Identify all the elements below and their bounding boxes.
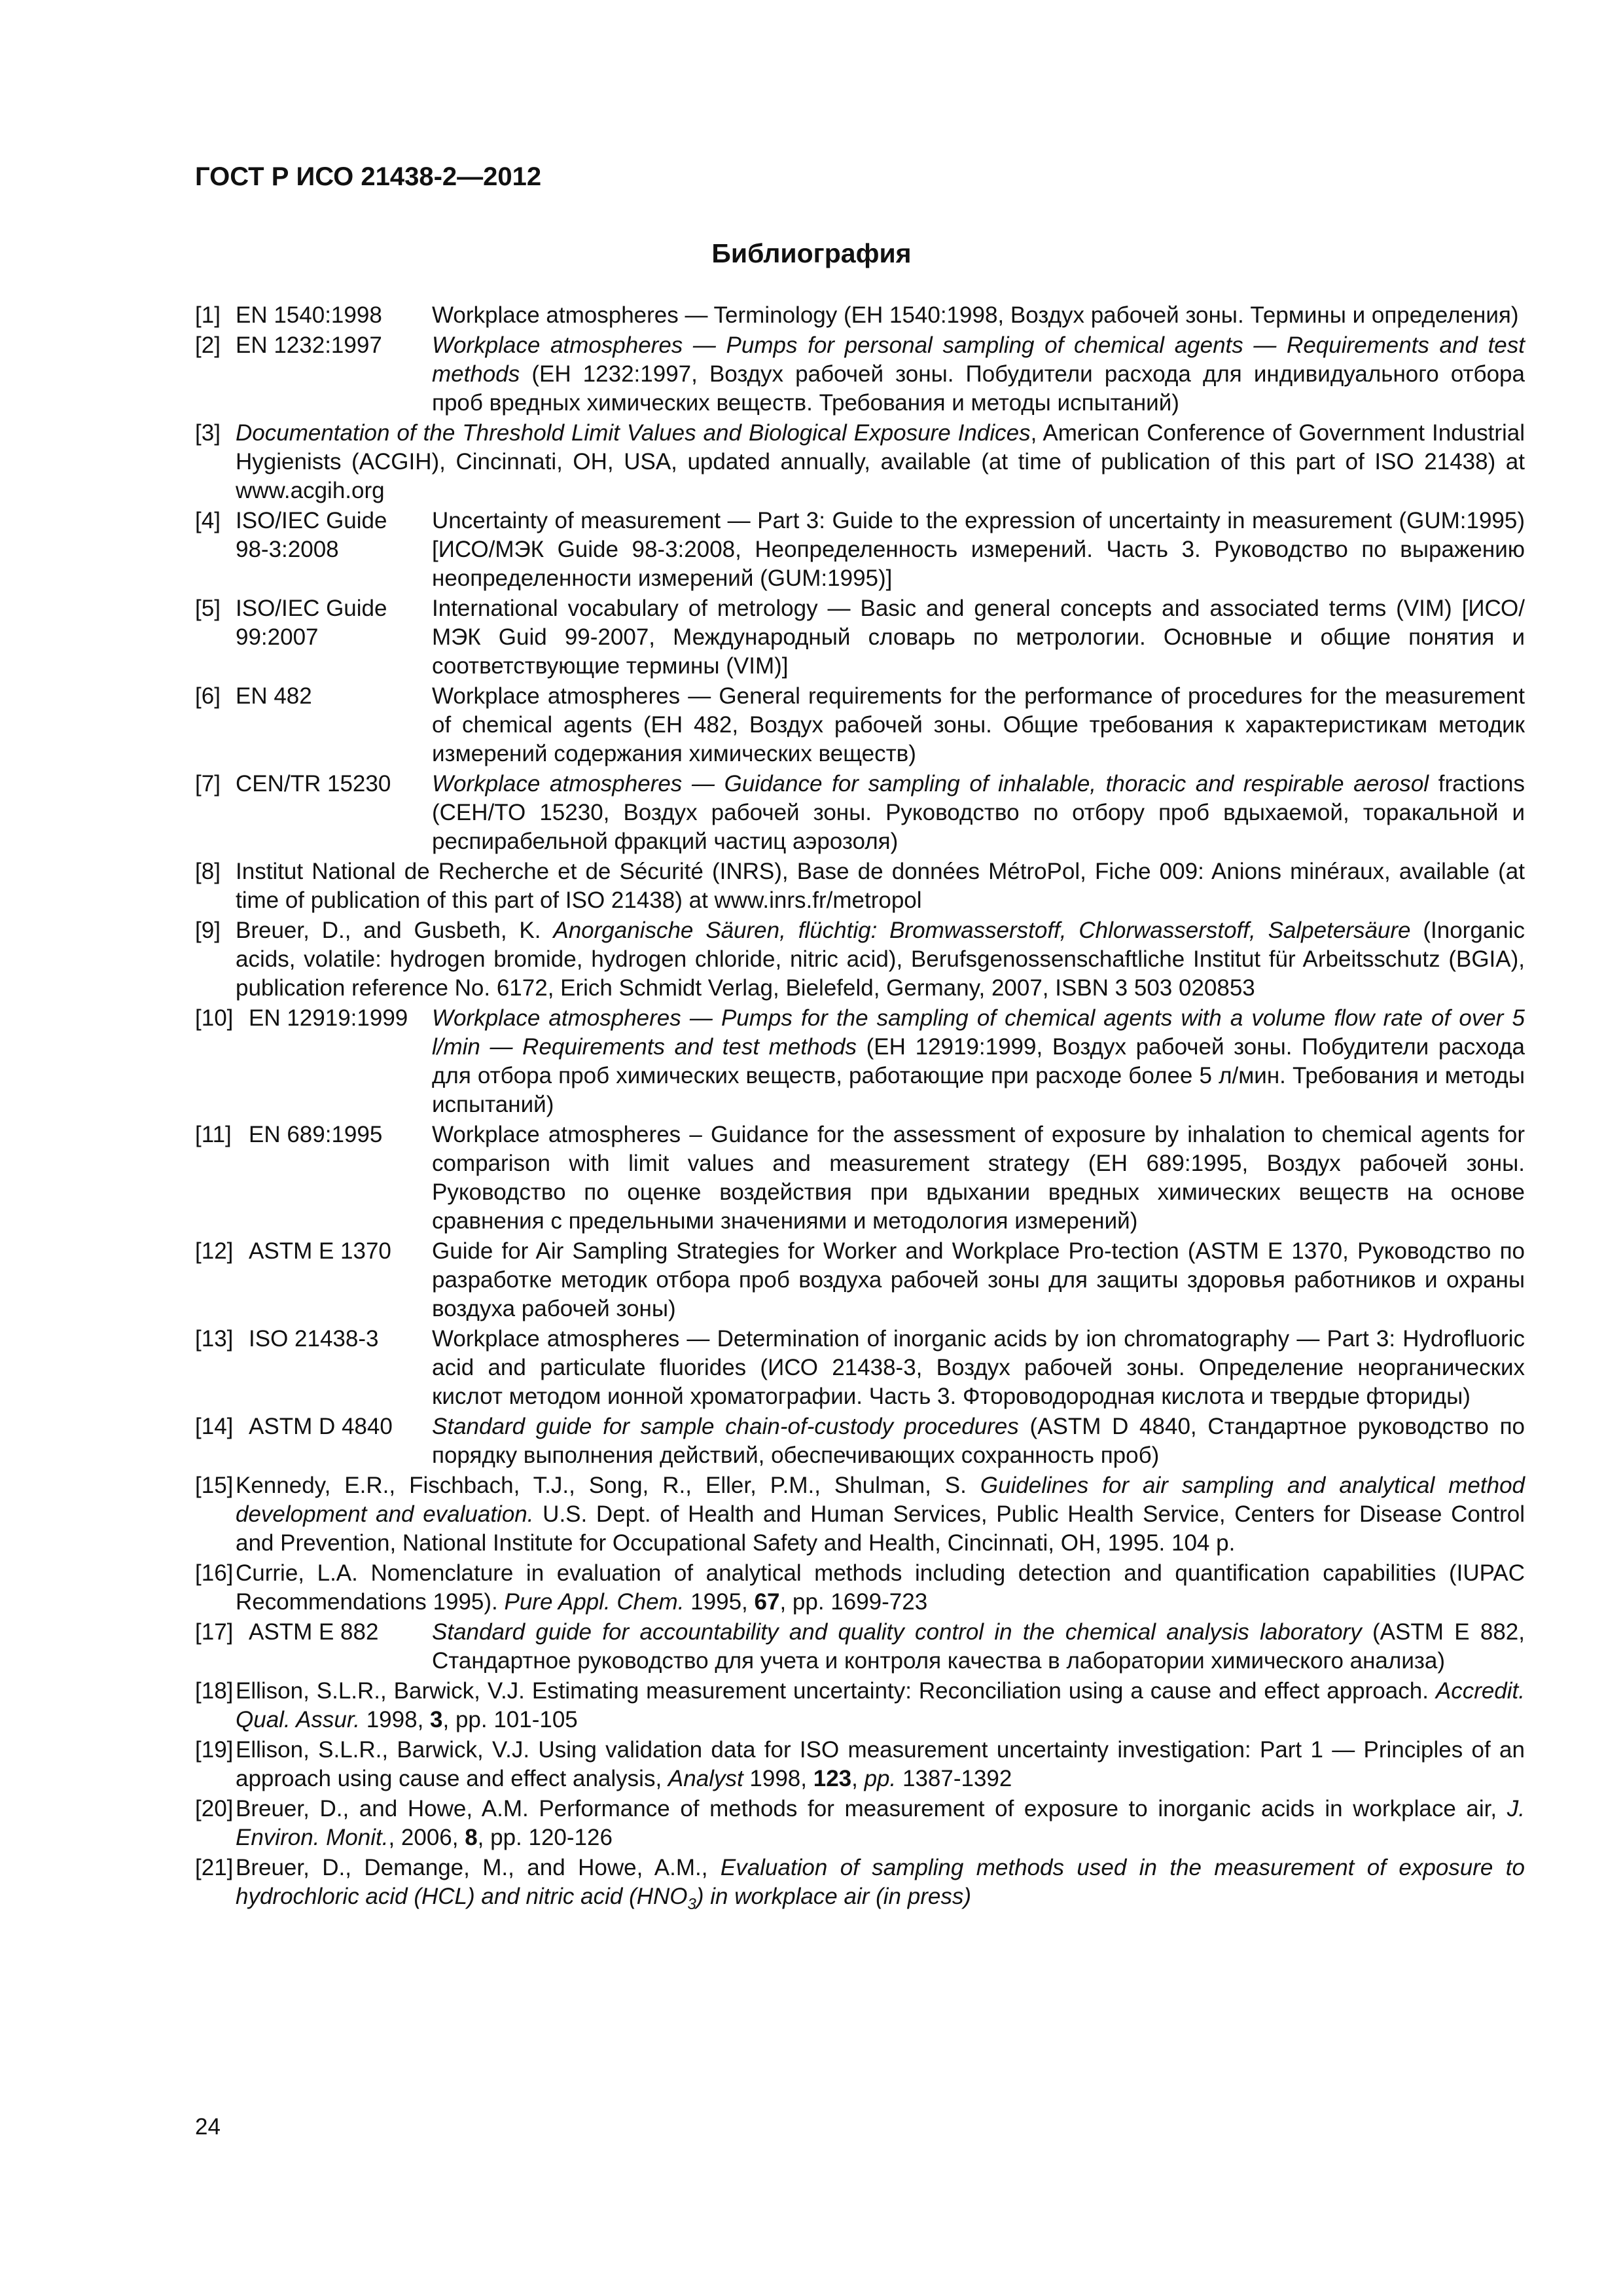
entry-text-segment: Evaluation of sampling methods used in the measurement of exposure to hydrochloric acid (HCL) and nitric acid (HNO — [236, 1855, 1525, 1909]
entry-text-segment: Workplace atmospheres — General requirements for the performance of procedures for the measurement of chemical agents (ЕН 482, Воздух рабочей зоны. Общие требования к характеристикам методик измерений содержания химических веществ) — [432, 683, 1525, 766]
entry-text-segment: fractions (CEH/TO 15230, Воздух рабочей зоны. Руководство по отбору проб вдыхаемой, торакальной и респирабельной фракций частиц аэрозоля) — [432, 771, 1525, 854]
bibliography-entry — [195, 1004, 1525, 1119]
bibliography-entry — [195, 331, 1525, 418]
entry-text-segment: ) in workplace air (in press) — [696, 1884, 971, 1909]
entry-number: [2] — [195, 332, 221, 358]
entry-text-segment: Documentation of the Threshold Limit Values and Biological Exposure Indices — [236, 420, 1031, 446]
bibliography-entry — [195, 1736, 1525, 1793]
entry-text-segment: (ASTM E 882, Стандартное руководство для учета и контроля качества в лаборатории химического анализа) — [432, 1619, 1525, 1674]
entry-text — [432, 594, 1525, 681]
entry-text-segment — [687, 1884, 696, 1913]
bibliography-entry — [195, 1121, 1525, 1236]
bibliography-entry — [195, 770, 1525, 856]
entry-text — [432, 507, 1525, 593]
entry-text-segment: Workplace atmospheres — Pumps for the sampling of chemical agents with a volume flow rate of over 5 l/min — Requirements and test methods — [432, 1005, 1525, 1060]
entry-text-segment: 123 — [813, 1766, 852, 1791]
entry-text-segment: Workplace atmospheres — Guidance for sampling of inhalable, thoracic and respirable aerosol — [432, 771, 1429, 797]
entry-number: [14] — [195, 1414, 234, 1439]
bibliography-entry — [195, 1412, 1525, 1470]
bibliography-entry — [195, 1237, 1525, 1323]
entry-text-segment: Anorganische Säuren, flüchtig: Bromwasserstoff, Chlorwasserstoff, Salpetersäure — [553, 918, 1411, 943]
bibliography-entry — [195, 682, 1525, 768]
entry-text-segment: (ASTM D 4840, Стандартное руководство по порядку выполнения действий, обеспечивающих сохранность проб) — [432, 1414, 1525, 1468]
entry-text-segment: Accredit. Qual. Assur. — [236, 1678, 1525, 1732]
entry-text-segment: 1998, — [359, 1707, 431, 1732]
entry-number: [19] — [195, 1737, 234, 1763]
entry-text-segment: , pp. 101-105 — [442, 1707, 578, 1732]
entry-text — [432, 682, 1525, 768]
entry-text-segment: Breuer, D., Demange, M., and Howe, A.M., — [236, 1855, 721, 1880]
bibliography-entry — [195, 1471, 1525, 1558]
entry-text-segment: Currie, L.A. Nomenclature in evaluation of analytical methods including detection and quantification capabilities (IUPAC Recommendations 1995). — [236, 1560, 1525, 1615]
entry-number: [18] — [195, 1678, 234, 1704]
entry-text-segment: Uncertainty of measurement — Part 3: Guide to the expression of uncertainty in measurement (GUM:1995) [ИСО/МЭК Guide 98-3:2008, Неопределенность измерений. Часть 3. Руководство по выражению неопределенности измерений (GUM:1995)] — [432, 508, 1525, 591]
entry-text-segment: , — [851, 1766, 865, 1791]
entry-text-segment: , pp. 120-126 — [477, 1825, 613, 1850]
entry-text-segment: Workplace atmospheres — Pumps for personal sampling of chemical agents — Requirements and test methods — [432, 332, 1525, 387]
bibliography-entry — [195, 419, 1525, 505]
entry-text-segment: Analyst — [668, 1766, 743, 1791]
bibliography-entry — [195, 1325, 1525, 1411]
entry-text-segment: 67 — [754, 1589, 780, 1615]
entry-standard-code: ASTM D 4840 — [249, 1414, 393, 1439]
entry-text-segment: Pure Appl. Chem. — [504, 1589, 685, 1615]
entry-text-segment: Workplace atmospheres — Terminology (ЕН 1540:1998, Воздух рабочей зоны. Термины и определения) — [432, 302, 1519, 328]
entry-number: [7] — [195, 771, 221, 797]
entry-text — [236, 1736, 1525, 1793]
entry-text — [432, 1412, 1525, 1470]
entry-number: [11] — [195, 1122, 232, 1147]
page-number: 24 — [195, 2114, 221, 2140]
entry-standard-code: ISO/IEC Guide 98-3:2008 — [236, 508, 387, 562]
bibliography-entry — [195, 1795, 1525, 1852]
entry-text-segment: U.S. Dept. of Health and Human Services, Public Health Service, Centers for Disease Control and Prevention, National Institute for Occupational Safety and Health, Cincinnati, OH, 1995. 104 p. — [236, 1501, 1525, 1556]
entry-text — [432, 331, 1525, 418]
entry-number: [12] — [195, 1238, 234, 1264]
page-title: Библиография — [711, 238, 912, 268]
entry-text-segment: Workplace atmospheres – Guidance for the assessment of exposure by inhalation to chemical agents for comparison with limit values and measurement strategy (ЕН 689:1995, Воздух рабочей зоны. Руководство по оценке воздействия при вдыхании вредных химических веществ на основе сравнения с предельными значениями и методология измерений) — [432, 1122, 1525, 1234]
entry-text-segment: (Inorganic acids, volatile: hydrogen bromide, hydrogen chloride, nitric acid), Berufsgenossenschaftliche Institut für Arbeitsschutz (BGIA), publication reference No. 6172, Erich Schmidt Verlag, Bielefeld, Germany, 2007, ISBN 3 503 020853 — [236, 918, 1525, 1001]
entry-text — [432, 1004, 1525, 1119]
entry-standard-code: EN 1232:1997 — [236, 332, 382, 358]
bibliography-entry — [195, 1854, 1525, 1911]
entry-text-segment: Standard guide for sample chain-of-custody procedures — [432, 1414, 1019, 1439]
bibliography-entry — [195, 507, 1525, 593]
entry-text — [236, 1559, 1525, 1617]
entry-standard-code: ASTM E 1370 — [249, 1238, 391, 1264]
entry-standard-code: EN 482 — [236, 683, 312, 709]
entry-number: [15] — [195, 1473, 234, 1498]
entry-text-segment: pp. — [864, 1766, 897, 1791]
entry-text-segment: Ellison, S.L.R., Barwick, V.J. Using validation data for ISO measurement uncertainty investigation: Part 1 — Principles of an approach using cause and effect analysis, — [236, 1737, 1525, 1791]
entry-text-segment: (ЕН 1232:1997, Воздух рабочей зоны. Побудители расхода для индивидуального отбора проб вредных химических веществ. Требования и методы испытаний) — [432, 361, 1525, 416]
entry-text-segment: Institut National de Recherche et de Sécurité (INRS), Base de données MétroPol, Fiche 009: Anions minéraux, available (at time of publication of this part of ISO 21438) at www.inrs.fr/metropol — [236, 859, 1525, 913]
entry-number: [13] — [195, 1326, 234, 1352]
entry-text-segment: (ЕН 12919:1999, Воздух рабочей зоны. Побудители расхода для отбора проб химических веществ, работающие при расходе более 5 л/мин. Требования и методы испытаний) — [432, 1034, 1525, 1117]
entry-text — [432, 301, 1525, 330]
entry-text-segment: Standard guide for accountability and quality control in the chemical analysis laboratory — [432, 1619, 1362, 1645]
entry-number: [4] — [195, 508, 221, 533]
entry-number: [3] — [195, 420, 221, 446]
entry-text — [236, 1854, 1525, 1911]
entry-number: [8] — [195, 859, 221, 884]
entry-standard-code: EN 1540:1998 — [236, 302, 382, 328]
entry-standard-code: ISO 21438-3 — [249, 1326, 379, 1352]
entry-number: [6] — [195, 683, 221, 709]
entry-text — [432, 770, 1525, 856]
entry-number: [16] — [195, 1560, 234, 1586]
bibliography-entry — [195, 1618, 1525, 1676]
standard-designation: ГОСТ Р ИСО 21438-2—2012 — [195, 162, 542, 191]
entry-text — [236, 857, 1525, 915]
entry-text-segment: Breuer, D., and Howe, A.M. Performance of methods for measurement of exposure to inorganic acids in workplace air, — [236, 1796, 1507, 1821]
entry-text — [236, 419, 1525, 505]
entry-text — [432, 1325, 1525, 1411]
entry-number: [17] — [195, 1619, 234, 1645]
entry-text-segment: 1998, — [743, 1766, 813, 1791]
entry-text-segment: Kennedy, E.R., Fischbach, T.J., Song, R., Eller, P.M., Shulman, S. — [236, 1473, 980, 1498]
entry-text-subscript: 3 — [687, 1895, 696, 1913]
bibliography-entry — [195, 857, 1525, 915]
entry-standard-code: ASTM E 882 — [249, 1619, 379, 1645]
entry-text-segment: 1995, — [684, 1589, 755, 1615]
entry-number: [21] — [195, 1855, 234, 1880]
entry-number: [9] — [195, 918, 221, 943]
entry-text-segment: 1387-1392 — [896, 1766, 1012, 1791]
entry-text-segment: Guide for Air Sampling Strategies for Worker and Workplace Pro-tection (ASTM E 1370, Руководство по разработке методик отбора проб воздуха рабочей зоны для защиты здоровья работников и охраны воздуха рабочей зоны) — [432, 1238, 1525, 1321]
entry-standard-code: EN 689:1995 — [249, 1122, 383, 1147]
entry-text — [236, 916, 1525, 1003]
entry-text-segment: 3 — [430, 1707, 443, 1732]
bibliography-list — [195, 301, 1525, 1912]
entry-text — [236, 1677, 1525, 1734]
entry-text — [432, 1618, 1525, 1676]
entry-text-segment: , pp. 1699-723 — [779, 1589, 928, 1615]
entry-text — [432, 1237, 1525, 1323]
entry-text-segment: , 2006, — [388, 1825, 465, 1850]
bibliography-entry — [195, 594, 1525, 681]
entry-standard-code: ISO/IEC Guide 99:2007 — [236, 596, 387, 650]
entry-text — [236, 1471, 1525, 1558]
bibliography-entry — [195, 916, 1525, 1003]
bibliography-entry — [195, 1677, 1525, 1734]
entry-text — [432, 1121, 1525, 1236]
entry-text-segment: International vocabulary of metrology — Basic and general concepts and associated terms (VIM) [ИСО/МЭК Guid 99-2007, Международный словарь по метрологии. Основные и общие понятия и соответствующие термины (VIM)] — [432, 596, 1525, 679]
entry-standard-code: EN 12919:1999 — [249, 1005, 408, 1031]
entry-text-segment: Guidelines for air sampling and analytical method development and evaluation. — [236, 1473, 1525, 1527]
entry-standard-code: CEN/TR 15230 — [236, 771, 391, 797]
entry-text — [236, 1795, 1525, 1852]
entry-text-segment: Workplace atmospheres — Determination of inorganic acids by ion chromatography — Part 3: Hydrofluoric acid and particulate fluorides (ИСО 21438-3, Воздух рабочей зоны. Определение неорганических кислот методом ионной хроматографии. Часть 3. Фтороводородная кислота и твердые фториды) — [432, 1326, 1525, 1409]
bibliography-entry — [195, 301, 1525, 330]
entry-text-segment: Ellison, S.L.R., Barwick, V.J. Estimating measurement uncertainty: Reconciliation using a cause and effect approach. — [236, 1678, 1436, 1704]
entry-number: [20] — [195, 1796, 234, 1821]
bibliography-entry — [195, 1559, 1525, 1617]
entry-number: [1] — [195, 302, 221, 328]
entry-number: [10] — [195, 1005, 234, 1031]
entry-number: [5] — [195, 596, 221, 621]
entry-text-segment: , American Conference of Government Industrial Hygienists (ACGIH), Cincinnati, OH, USA, updated annually, available (at time of publication of this part of ISO 21438) at www.acgih.org — [236, 420, 1525, 503]
entry-text-segment: 8 — [465, 1825, 478, 1850]
entry-text-segment: J. Environ. Monit. — [236, 1796, 1525, 1850]
entry-text-segment: Breuer, D., and Gusbeth, K. — [236, 918, 554, 943]
